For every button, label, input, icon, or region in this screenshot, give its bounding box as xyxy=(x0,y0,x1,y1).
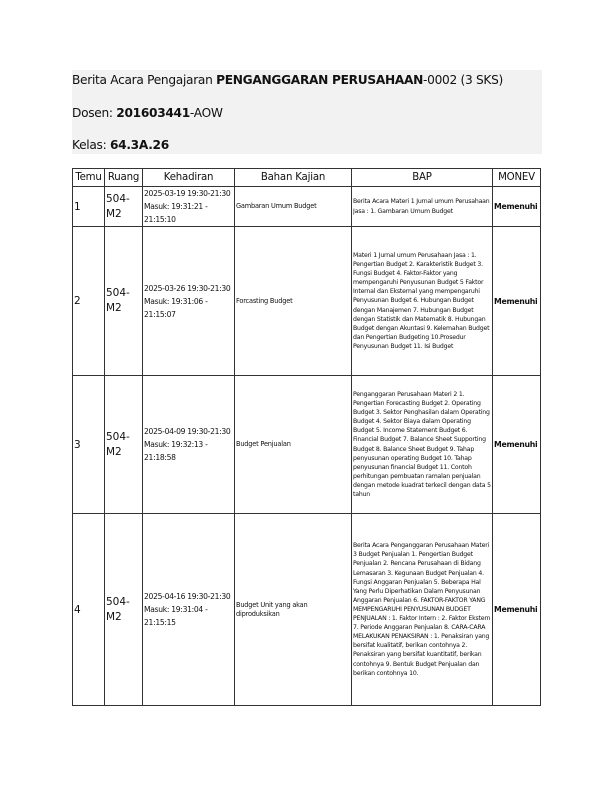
bap-text: Berita Acara Materi 1 Jurnal umum Perusahaan Jasa : 1. Gambaran Umum Budget xyxy=(353,198,490,215)
cell-ruang xyxy=(105,187,143,227)
kehadiran-jadwal: 2025-03-19 19:30-21:30 xyxy=(144,189,231,198)
cell-monev: Memenuhi xyxy=(493,514,541,706)
bap-text: Penganggaran Perusahaan Materi 2 1. Pengertian Forecasting Budget 2. Operating Budget 3. Sektor Penghasilan dalam Operating Budget 4. Sektor Biaya dalam Operating Budget 5. Income Statement Budget 6. Financial Budget 7. Balance Sheet Supporting Budget 8. Balance Sheet Budget 9. Tahap penyusunan operating Budget 10. Tahap penyusunan financial Budget 11. Contoh perhitungan pembuatan ramalan penjualan dengan metode kuadrat terkecil dengan data 5 tahun xyxy=(353,390,491,498)
kehadiran-masuk: Masuk: 19:31:06 - 21:15:07 xyxy=(144,296,208,319)
cell-kehadiran xyxy=(143,376,235,514)
title-prefix: Berita Acara Pengajaran xyxy=(72,73,217,87)
col-header-bap: BAP xyxy=(352,169,493,187)
col-header-kehadiran: Kehadiran xyxy=(143,169,235,187)
bap-text: Berita Acara Penganggaran Perusahaan Materi 3 Budget Penjualan 1. Pengertian Budget Penjualan 2. Rencana Perusahaan di Bidang Lemasaran 3. Kegunaan Budget Penjualan 4. Fungsi Anggaran Penjualan 5. Beberapa Hal Yang Perlu Diperhatikan Dalam Penyusunan Anggaran Penjualan 6. FAKTOR-FAKTOR YANG MEMPENGARUHI PENYUSUNAN BUDGET PENJUALAN : 1. Faktor Intern : 2. Faktor Ekstern 7. Periode Anggaran Penjualan 8. CARA-CARA MELAKUKAN PENAKSIRAN : 1. Penaksiran yang bersifat kualitatif, berikan contohnya 2. Penaksiran yang bersifat kuantitatif, berikan contohnya 9. Bentuk Budget Penjualan dan berikan contohnya 10. xyxy=(353,542,491,677)
cell-monev: Memenuhi xyxy=(493,187,541,227)
cell-kehadiran xyxy=(143,227,235,376)
cell-bap xyxy=(352,514,493,706)
cell-ruang xyxy=(105,514,143,706)
kehadiran-jadwal: 2025-04-09 19:30-21:30 xyxy=(144,427,231,436)
lecturer-line xyxy=(72,106,223,120)
col-header-monev: MONEV xyxy=(493,169,541,187)
course-code: -0002 (3 SKS) xyxy=(423,73,504,87)
ruang-line2: M2 xyxy=(106,445,122,458)
kehadiran-jadwal: 2025-03-26 19:30-21:30 xyxy=(144,283,231,293)
table-row xyxy=(73,227,541,376)
cell-bap xyxy=(352,187,493,227)
cell-temu: 2 xyxy=(73,227,105,376)
course-name: PENGANGGARAN PERUSAHAAN xyxy=(216,73,424,87)
col-header-temu: Temu xyxy=(73,169,105,187)
col-header-ruang: Ruang xyxy=(105,169,143,187)
table-row xyxy=(73,376,541,514)
kehadiran-masuk: Masuk: 19:32:13 - 21:18:58 xyxy=(144,440,208,462)
cell-bahan: Forcasting Budget xyxy=(235,227,352,376)
table-row xyxy=(73,514,541,706)
attendance-table xyxy=(72,168,541,706)
cell-bahan: Budget Penjualan xyxy=(235,376,352,514)
kelas-label: Kelas: xyxy=(72,138,110,152)
kehadiran-jadwal: 2025-04-16 19:30-21:30 xyxy=(144,592,231,601)
ruang-line1: 504- xyxy=(106,192,130,205)
table-header-row xyxy=(73,169,541,187)
cell-bahan: Budget Unit yang akan diproduksikan xyxy=(235,514,352,706)
cell-kehadiran xyxy=(143,514,235,706)
kelas-value: 64.3A.26 xyxy=(109,138,169,152)
ruang-line1: 504- xyxy=(106,595,130,608)
col-header-bahan: Bahan Kajian xyxy=(235,169,352,187)
class-line xyxy=(72,138,169,152)
cell-bahan: Gambaran Umum Budget xyxy=(235,187,352,227)
dosen-label: Dosen: xyxy=(72,106,117,120)
cell-ruang xyxy=(105,376,143,514)
bap-text: Materi 1 Jurnal umum Perusahaan Jasa : 1. Pengertian Budget 2. Karakteristik Budget 3. Fungsi Budget 4. Faktor-Faktor yang mempengaruhi Penyusunan Budget 5 Faktor Internal dan Eksternal yang mempengaruhi Penyusunan Budget 6. Hubungan Budget dengan Manajemen 7. Hubungan Budget dengan Statistik dan Matematik 8. Hubungan Budget dengan Akuntasi 9. Kelemahan Budget dan Pengertian Budgeting 10.Prosedur Penyusunan Budget 11. Isi Budget xyxy=(353,251,490,350)
page-title xyxy=(72,73,503,87)
kehadiran-masuk: Masuk: 19:31:21 - 21:15:10 xyxy=(144,202,208,224)
dosen-id: 201603441 xyxy=(116,106,190,120)
cell-monev: Memenuhi xyxy=(493,376,541,514)
cell-temu: 4 xyxy=(73,514,105,706)
cell-temu: 1 xyxy=(73,187,105,227)
dosen-suffix: -AOW xyxy=(189,106,223,120)
ruang-line2: M2 xyxy=(106,207,122,220)
ruang-line2: M2 xyxy=(106,302,122,314)
kehadiran-masuk: Masuk: 19:31:04 - 21:15:15 xyxy=(144,605,208,627)
ruang-line2: M2 xyxy=(106,610,122,623)
cell-bap xyxy=(352,376,493,514)
cell-temu: 3 xyxy=(73,376,105,514)
ruang-line1: 504- xyxy=(106,287,130,299)
cell-monev: Memenuhi xyxy=(493,227,541,376)
cell-kehadiran xyxy=(143,187,235,227)
ruang-line1: 504- xyxy=(106,430,130,443)
table-row xyxy=(73,187,541,227)
cell-bap xyxy=(352,227,493,376)
cell-ruang xyxy=(105,227,143,376)
